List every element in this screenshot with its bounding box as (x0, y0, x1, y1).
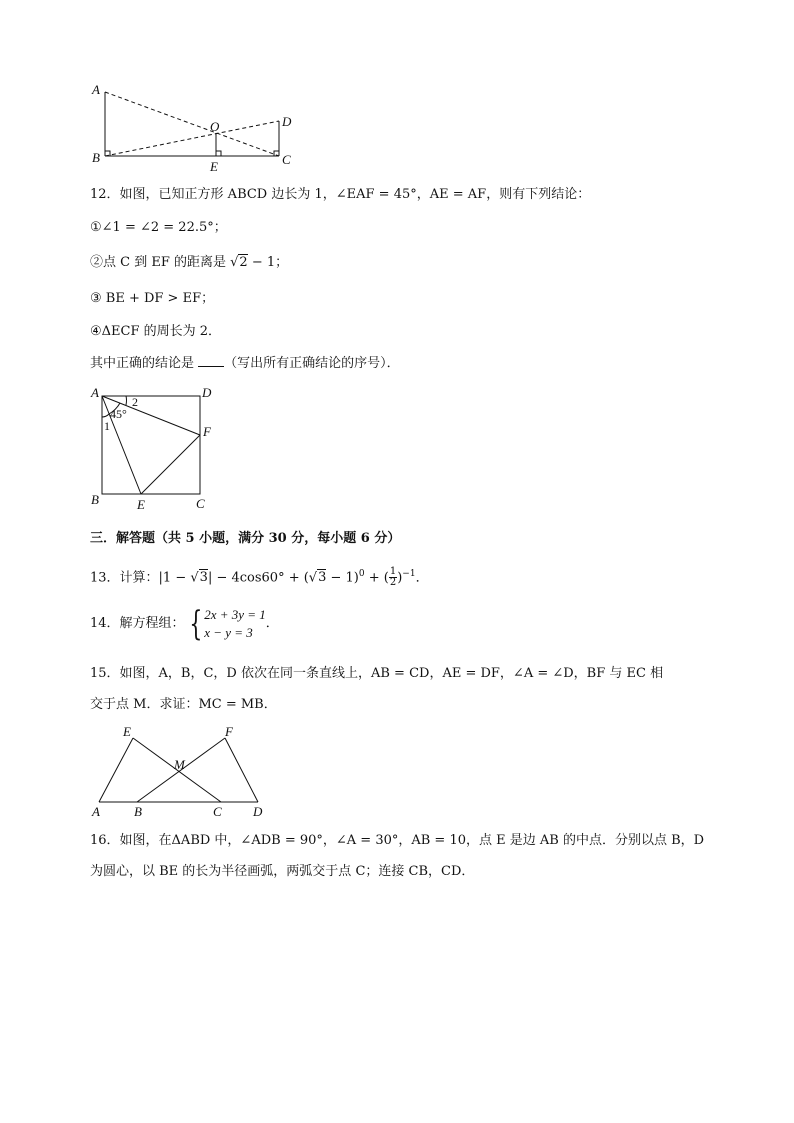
label-f: F (203, 424, 211, 439)
q14-label: 14．解方程组： (90, 616, 185, 631)
figure-q12 (88, 384, 228, 516)
label-c: C (196, 496, 205, 511)
q13-part-b: | − 4cos60° + ( (207, 570, 309, 586)
equation-1: 2x + 3y = 1 (204, 606, 266, 622)
q12-ask-a: 其中正确的结论是 (90, 356, 199, 371)
label-b: B (91, 492, 99, 507)
q12-stem: 12．如图，已知正方形 ABCD 边长为 1，∠EAF = 45°，AE = AF，则有下列结论： (90, 187, 591, 202)
q13-part-d: + ( (364, 570, 389, 586)
label-e: E (210, 159, 218, 174)
q15-line-2: 交于点 M．求证：MC = MB． (90, 697, 277, 712)
q16-line-1: 16．如图，在ΔABD 中，∠ADB = 90°，∠A = 30°，AB = 10，点 E 是边 AB 的中点．分别以点 B，D (90, 833, 705, 848)
q14-end: ． (265, 616, 279, 631)
label-d: D (202, 385, 212, 400)
q13-numerator: 1 (389, 566, 397, 578)
q13-exp-0: 0 (358, 569, 365, 579)
equation-system (185, 603, 266, 644)
label-a: A (92, 804, 100, 819)
label-e: E (123, 724, 131, 739)
label-angle-2: 2 (132, 395, 138, 409)
figure-q11 (86, 80, 306, 175)
q13-denominator: 2 (389, 577, 397, 589)
angle-arc-2 (126, 396, 127, 405)
q13-part-c: − 1) (326, 570, 359, 586)
q16-line-2: 为圆心，以 BE 的长为半径画弧，两弧交于点 C；连接 CB，CD． (90, 864, 475, 879)
label-b: B (92, 150, 100, 165)
q12-claim-3: ③ BE + DF > EF； (90, 291, 215, 306)
segment-ae (99, 738, 133, 802)
q15-line-1: 15．如图，A，B，C，D 依次在同一条直线上，AB = CD，AE = DF，∠A = ∠D，BF 与 EC 相 (90, 666, 664, 681)
q13-part-e: ) (397, 570, 403, 586)
q13-sqrt-2: 3 (318, 570, 327, 586)
label-d: D (282, 114, 292, 129)
q12-ask-b: （写出所有正确结论的序号）． (224, 356, 400, 371)
q12-claim-2-a: ②点 C 到 EF 的距离是 (90, 255, 231, 270)
system-brace: { (188, 603, 202, 644)
segment-fd (225, 738, 258, 802)
dashed-ac (105, 92, 279, 156)
label-b: B (134, 804, 142, 819)
dashed-bd (105, 121, 279, 156)
label-m: M (174, 757, 185, 772)
label-c: C (213, 804, 222, 819)
q12-claim-2-b: − 1； (247, 255, 289, 270)
q13-sqrt-1: 3 (199, 570, 208, 586)
q13-part-a: 13．计算：|1 − (90, 570, 191, 586)
q14 (90, 604, 279, 644)
label-a: A (91, 385, 99, 400)
q12-claim-1: ①∠1 = ∠2 = 22.5°； (90, 220, 227, 235)
section-3-heading: 三．解答题（共 5 小题，满分 30 分，每小题 6 分） (90, 531, 401, 546)
answer-blank[interactable] (198, 354, 224, 367)
right-angle-e (216, 151, 221, 156)
figure-q15 (88, 722, 278, 822)
angle-arc-1 (102, 414, 109, 417)
label-o: O (210, 119, 220, 134)
q12-ask (90, 354, 400, 373)
label-e: E (137, 497, 145, 512)
label-f: F (225, 724, 233, 739)
label-angle-45: 45° (110, 407, 127, 421)
q13-part-f: ． (415, 570, 429, 586)
label-d: D (253, 804, 263, 819)
q13-fraction (389, 567, 397, 588)
q12-claim-2: ②点 C 到 EF 的距离是 √2 − 1； (90, 255, 289, 270)
segment-ef (141, 435, 200, 494)
label-angle-1: 1 (104, 419, 110, 433)
label-a: A (92, 82, 100, 97)
q13: 13．计算：$|1 - √3| - 4\cos 60^\circ + (√3 - 1)^0$ + ( $\frac{1}{2}$ )$^{-1}$． (90, 566, 429, 589)
equation-2: x − y = 3 (204, 624, 253, 640)
q12-claim-4: ④ΔECF 的周长为 2． (90, 324, 222, 339)
q12-claim-2-sqrt: 2 (239, 255, 248, 270)
label-c: C (282, 152, 291, 167)
q13-exp-neg1: −1 (402, 569, 416, 579)
